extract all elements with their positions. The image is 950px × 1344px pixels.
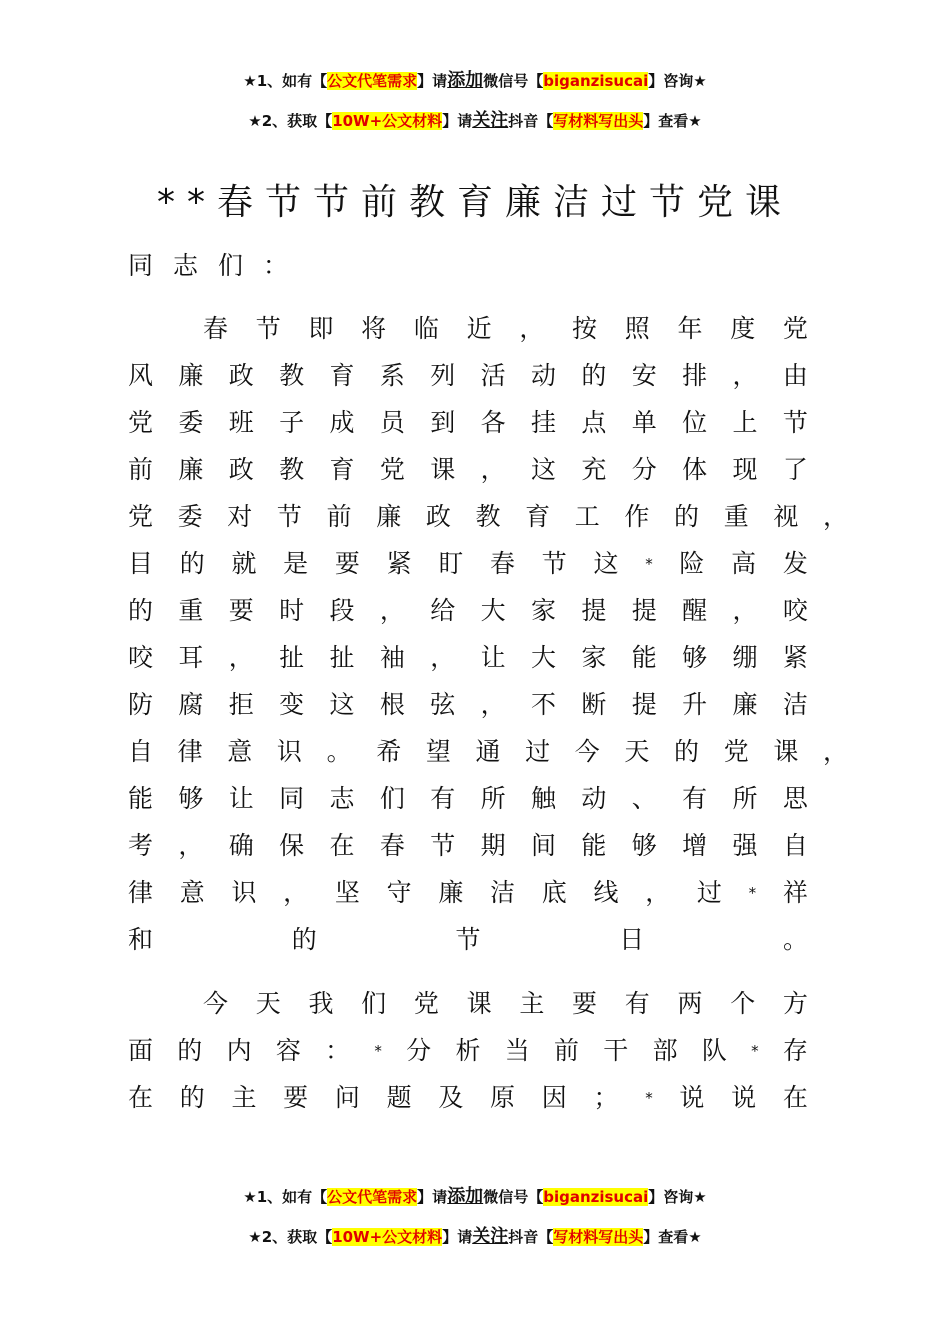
banner-text: 】查看★ [643, 1228, 702, 1246]
banner-text: 】咨询★ [648, 72, 707, 90]
body-line: 自 律 意 识 。 希 望 通 过 今 天 的 党 课 ， [128, 737, 848, 766]
banner-text: 】请 [417, 72, 448, 90]
body-line: 咬 耳 ， 扯 扯 袖 ， 让 大 家 能 够 绷 紧 [128, 643, 808, 672]
banner-text: ★2、获取【 [248, 112, 333, 130]
body-line: 律 意 识 ， 坚 守 廉 洁 底 线 ， 过 * 祥 [128, 878, 808, 907]
body-line: 今 天 我 们 党 课 主 要 有 两 个 方 [203, 989, 808, 1018]
body-line: 和 的 节 日 。 [128, 925, 808, 954]
banner-text: 】查看★ [643, 112, 702, 130]
banner-text: 】请 [442, 112, 473, 130]
footer-banner-line-1 [0, 1186, 950, 1208]
banner-underlined: 添加 [447, 1186, 484, 1207]
header-banner-line-1 [0, 70, 950, 92]
body-line: 的 重 要 时 段 ， 给 大 家 提 提 醒 ， 咬 [128, 596, 808, 625]
body-line: 前 廉 政 教 育 党 课 ， 这 充 分 体 现 了 [128, 455, 808, 484]
body-line: 能 够 让 同 志 们 有 所 触 动 、 有 所 思 [128, 784, 808, 813]
banner-highlight: 10W+公文材料 [332, 112, 443, 130]
footer-banner-line-2 [0, 1226, 950, 1248]
document-title: **春节节前教育廉洁过节党课 [156, 182, 793, 223]
banner-text: ★1、如有【 [243, 72, 328, 90]
banner-text: 】请 [442, 1228, 473, 1246]
body-line: 面 的 内 容 ： * 分 析 当 前 干 部 队 * 存 [128, 1036, 808, 1065]
banner-underlined: 添加 [447, 70, 484, 91]
body-line: 目 的 就 是 要 紧 盯 春 节 这 * 险 高 发 [128, 549, 808, 578]
banner-text: ★2、获取【 [248, 1228, 333, 1246]
body-line: 党 委 班 子 成 员 到 各 挂 点 单 位 上 节 [128, 408, 808, 437]
body-line: 考 ， 确 保 在 春 节 期 间 能 够 增 强 自 [128, 831, 808, 860]
banner-underlined: 关注 [472, 110, 509, 131]
body-line: 防 腐 拒 变 这 根 弦 ， 不 断 提 升 廉 洁 [128, 690, 808, 719]
banner-text: 抖音【 [508, 1228, 554, 1246]
banner-text: ★1、如有【 [243, 1188, 328, 1206]
banner-text: 】请 [417, 1188, 448, 1206]
banner-text: 抖音【 [508, 112, 554, 130]
banner-text: 微信号【 [483, 1188, 544, 1206]
banner-highlight: 公文代笔需求 [327, 72, 418, 90]
body-line: 风 廉 政 教 育 系 列 活 动 的 安 排 ， 由 [128, 361, 808, 390]
body-line: 党 委 对 节 前 廉 政 教 育 工 作 的 重 视 ， [128, 502, 848, 531]
body-line: 在 的 主 要 问 题 及 原 因 ； * 说 说 在 [128, 1083, 808, 1112]
banner-highlight: 10W+公文材料 [332, 1228, 443, 1246]
banner-highlight: 公文代笔需求 [327, 1188, 418, 1206]
salutation: 同志们： [128, 251, 309, 280]
banner-wechat-id: biganzisucai [543, 1188, 649, 1206]
banner-underlined: 关注 [472, 1226, 509, 1247]
banner-douyin-id: 写材料写出头 [553, 112, 644, 130]
header-banner-line-2 [0, 110, 950, 132]
banner-douyin-id: 写材料写出头 [553, 1228, 644, 1246]
body-line: 春 节 即 将 临 近 ， 按 照 年 度 党 [203, 314, 808, 343]
banner-text: 微信号【 [483, 72, 544, 90]
banner-text: 】咨询★ [648, 1188, 707, 1206]
banner-wechat-id: biganzisucai [543, 72, 649, 90]
